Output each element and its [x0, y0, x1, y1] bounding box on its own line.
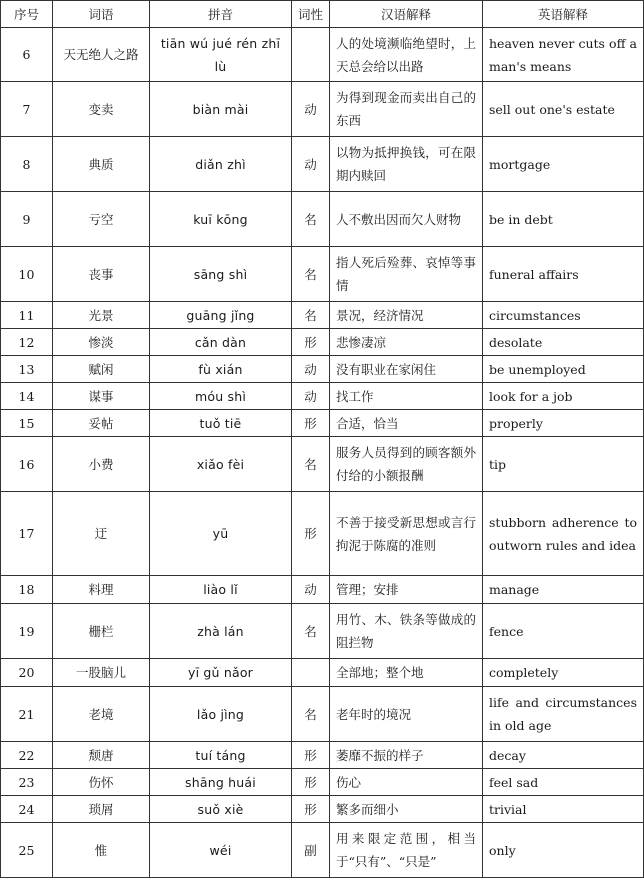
row-pinyin: tuí táng	[150, 742, 292, 769]
row-en-def: sell out one's estate	[483, 82, 644, 137]
row-word: 谋事	[53, 383, 150, 410]
row-cn-def: 不善于接受新思想或言行拘泥于陈腐的准则	[330, 492, 483, 576]
row-num: 9	[1, 192, 53, 247]
row-en-def: funeral affairs	[483, 247, 644, 302]
table-row	[1, 329, 644, 356]
row-en-def: mortgage	[483, 137, 644, 192]
row-cn-def: 管理；安排	[330, 576, 483, 604]
row-cn-def: 悲惨凄凉	[330, 329, 483, 356]
row-word: 典质	[53, 137, 150, 192]
row-cn-def: 萎靡不振的样子	[330, 742, 483, 769]
row-en-def: look for a job	[483, 383, 644, 410]
row-cn-def: 用来限定范围，相当于“只有”、“只是”	[330, 823, 483, 878]
row-pos: 副	[292, 823, 330, 878]
row-cn-def: 繁多而细小	[330, 796, 483, 823]
row-pinyin: suǒ xiè	[150, 796, 292, 823]
table-row	[1, 192, 644, 247]
row-word: 惟	[53, 823, 150, 878]
row-en-def: heaven never cuts off a man's means	[483, 28, 644, 82]
row-num: 23	[1, 769, 53, 796]
row-num: 20	[1, 659, 53, 687]
row-num: 16	[1, 437, 53, 492]
row-word: 颓唐	[53, 742, 150, 769]
row-word: 光景	[53, 302, 150, 329]
row-pinyin: biàn mài	[150, 82, 292, 137]
row-cn-def: 人的处境濒临绝望时，上天总会给以出路	[330, 28, 483, 82]
row-num: 22	[1, 742, 53, 769]
row-word: 栅栏	[53, 604, 150, 659]
row-pinyin: yī gǔ nǎor	[150, 659, 292, 687]
row-en-def: be in debt	[483, 192, 644, 247]
row-pinyin: kuī kōng	[150, 192, 292, 247]
row-cn-def: 指人死后殓葬、哀悼等事情	[330, 247, 483, 302]
row-pos: 名	[292, 247, 330, 302]
row-cn-def: 为得到现金而卖出自己的东西	[330, 82, 483, 137]
header-cn-def: 汉语解释	[330, 1, 483, 28]
table-row	[1, 302, 644, 329]
table-row	[1, 576, 644, 604]
row-cn-def: 没有职业在家闲住	[330, 356, 483, 383]
row-word: 赋闲	[53, 356, 150, 383]
row-num: 8	[1, 137, 53, 192]
header-en-def: 英语解释	[483, 1, 644, 28]
row-en-def: circumstances	[483, 302, 644, 329]
row-word: 小费	[53, 437, 150, 492]
row-cn-def: 用竹、木、铁条等做成的阻拦物	[330, 604, 483, 659]
row-pinyin: xiǎo fèi	[150, 437, 292, 492]
row-pinyin: móu shì	[150, 383, 292, 410]
row-pinyin: guāng jǐng	[150, 302, 292, 329]
row-cn-def: 景况，经济情况	[330, 302, 483, 329]
row-pinyin: cǎn dàn	[150, 329, 292, 356]
table-row	[1, 659, 644, 687]
row-pos	[292, 28, 330, 82]
row-en-def: feel sad	[483, 769, 644, 796]
row-pos: 形	[292, 769, 330, 796]
row-cn-def: 人不敷出因而欠人财物	[330, 192, 483, 247]
table-row	[1, 604, 644, 659]
row-pos: 形	[292, 742, 330, 769]
row-num: 24	[1, 796, 53, 823]
row-cn-def: 合适，恰当	[330, 410, 483, 437]
row-en-def: fence	[483, 604, 644, 659]
row-num: 18	[1, 576, 53, 604]
row-pos: 动	[292, 383, 330, 410]
row-num: 10	[1, 247, 53, 302]
row-en-def: tip	[483, 437, 644, 492]
row-pinyin: lǎo jìng	[150, 687, 292, 742]
row-pos: 动	[292, 82, 330, 137]
row-num: 13	[1, 356, 53, 383]
row-pos: 动	[292, 356, 330, 383]
row-en-def: life and circumstances in old age	[483, 687, 644, 742]
row-pinyin: yū	[150, 492, 292, 576]
header-pinyin: 拼音	[150, 1, 292, 28]
row-cn-def: 老年时的境况	[330, 687, 483, 742]
row-pinyin: fù xián	[150, 356, 292, 383]
table-row	[1, 769, 644, 796]
row-pos: 动	[292, 137, 330, 192]
row-pos: 名	[292, 302, 330, 329]
row-pinyin: tuǒ tiē	[150, 410, 292, 437]
row-en-def: properly	[483, 410, 644, 437]
row-en-def: stubborn adherence to outworn rules and idea	[483, 492, 644, 576]
row-word: 琐屑	[53, 796, 150, 823]
table-row	[1, 247, 644, 302]
row-word: 一股脑儿	[53, 659, 150, 687]
table-row	[1, 796, 644, 823]
table-row	[1, 823, 644, 878]
row-pinyin: liào lǐ	[150, 576, 292, 604]
table-row	[1, 137, 644, 192]
row-word: 丧事	[53, 247, 150, 302]
row-pinyin: sāng shì	[150, 247, 292, 302]
row-pinyin: wéi	[150, 823, 292, 878]
row-cn-def: 全部地；整个地	[330, 659, 483, 687]
table-row	[1, 28, 644, 82]
row-en-def: desolate	[483, 329, 644, 356]
row-en-def: manage	[483, 576, 644, 604]
row-num: 11	[1, 302, 53, 329]
row-word: 迂	[53, 492, 150, 576]
row-num: 17	[1, 492, 53, 576]
row-cn-def: 找工作	[330, 383, 483, 410]
header-pos: 词性	[292, 1, 330, 28]
table-row	[1, 410, 644, 437]
row-en-def: completely	[483, 659, 644, 687]
row-num: 15	[1, 410, 53, 437]
header-word: 词语	[53, 1, 150, 28]
row-en-def: decay	[483, 742, 644, 769]
row-pos: 名	[292, 437, 330, 492]
row-num: 14	[1, 383, 53, 410]
row-word: 料理	[53, 576, 150, 604]
row-pos: 名	[292, 192, 330, 247]
row-word: 变卖	[53, 82, 150, 137]
row-pinyin: zhà lán	[150, 604, 292, 659]
table-row	[1, 82, 644, 137]
row-pinyin: shāng huái	[150, 769, 292, 796]
table-row	[1, 742, 644, 769]
row-en-def: only	[483, 823, 644, 878]
row-num: 19	[1, 604, 53, 659]
table-row	[1, 383, 644, 410]
row-pos: 形	[292, 329, 330, 356]
header-num: 序号	[1, 1, 53, 28]
row-num: 6	[1, 28, 53, 82]
row-word: 亏空	[53, 192, 150, 247]
row-word: 天无绝人之路	[53, 28, 150, 82]
row-pinyin: diǎn zhì	[150, 137, 292, 192]
row-cn-def: 服务人员得到的顾客额外付给的小额报酬	[330, 437, 483, 492]
row-cn-def: 以物为抵押换钱，可在限期内赎回	[330, 137, 483, 192]
row-pos: 名	[292, 687, 330, 742]
row-pos: 名	[292, 604, 330, 659]
row-num: 21	[1, 687, 53, 742]
table-row	[1, 492, 644, 576]
row-pos: 形	[292, 796, 330, 823]
row-pos: 动	[292, 576, 330, 604]
row-pos	[292, 659, 330, 687]
table-row	[1, 687, 644, 742]
row-word: 老境	[53, 687, 150, 742]
row-num: 12	[1, 329, 53, 356]
row-pos: 形	[292, 410, 330, 437]
row-pinyin: tiān wú jué rén zhī lù	[150, 28, 292, 82]
row-en-def: trivial	[483, 796, 644, 823]
table-row	[1, 437, 644, 492]
row-num: 25	[1, 823, 53, 878]
row-cn-def: 伤心	[330, 769, 483, 796]
header-row	[1, 1, 644, 28]
row-word: 惨淡	[53, 329, 150, 356]
row-word: 妥帖	[53, 410, 150, 437]
table-row	[1, 356, 644, 383]
row-en-def: be unemployed	[483, 356, 644, 383]
row-num: 7	[1, 82, 53, 137]
row-word: 伤怀	[53, 769, 150, 796]
row-pos: 形	[292, 492, 330, 576]
